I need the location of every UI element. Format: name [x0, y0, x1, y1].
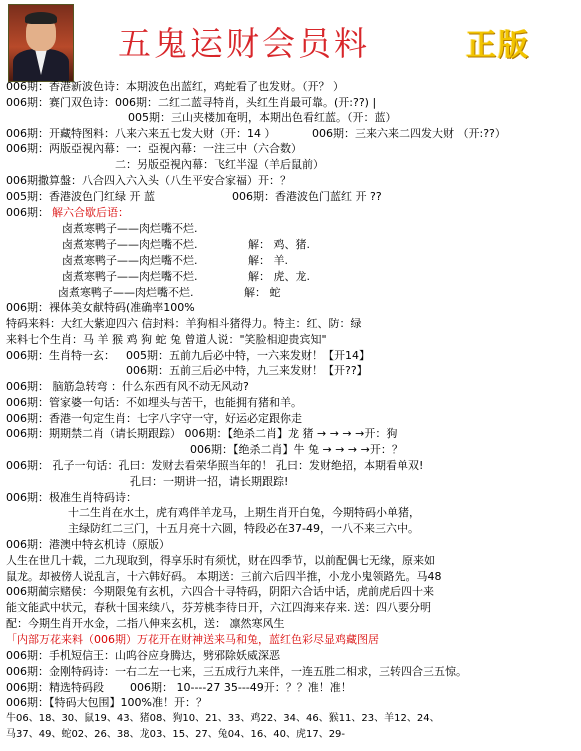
text-line: 「内部万花来料（006期）万花开在财神送来马和兔，蓝红色彩尽显鸡藏图居 [6, 633, 379, 646]
text-line: 配：今期生肖开水金，二指八伸来玄机，送： 凛然寒风生 [6, 617, 285, 630]
text-line: 006期：期期禁二肖（请长期跟踪） 006期：【绝杀二肖】龙 猪 → → → →开：狗 [6, 427, 398, 440]
text-line: 006期蔺宗赌侯：今期限兔有玄机，六四合十寻特码，阴阳六合话中话，虎前虎后四十来 [6, 585, 434, 598]
text-line: 二：另版亞視內幕：飞红半湿（羊后鼠前） [115, 158, 324, 171]
text-line: 006期：五前三后必中特，九三来发财！【开??】 [126, 364, 368, 377]
text-line: 006期：极准生肖特码诗： [6, 491, 137, 504]
text-line: 006期：两版亞視內幕：一：亞視內幕：一注三中（六合数） [6, 142, 302, 155]
text-line: 006期：手机短信王：山呜谷应身腾达，劈邪除妖威深恶 [6, 649, 280, 662]
text-line: 卤煮寒鸭子——肉烂嘴不烂. [62, 238, 198, 251]
text-line: 006期：精选特码段 [6, 681, 104, 694]
genuine-badge: 正版 [466, 28, 530, 63]
text-line: 解： 羊. [248, 254, 288, 267]
text-line: 006期：香港新波色诗：本期波色出蓝红，鸡蛇看了也发财。（开？ ） [6, 80, 344, 93]
text-line: 005期：三山夹楼加奄明，本期出色看红蓝。（开：蓝） [128, 111, 397, 124]
text-line: 十二生肖在水土，虎有鸡伴羊龙马，上期生肖开白兔，今期特码小单猪， [68, 506, 420, 519]
text-line: 卤煮寒鸭子——肉烂嘴不烂. [62, 222, 198, 235]
text-line: 006期：金刚特码诗：一右二左一七来，三五成行九来伴，一连五胜二相求，三转四合三五惊。 [6, 665, 467, 678]
text-line: 鼠龙。却被傍人说乱言，十六韩好码。 本期送：三前六后四半推，小龙小鬼领路先。马48 [6, 570, 442, 583]
text-line: 006期：【特码大包围】100%准！开：？ [6, 696, 207, 709]
portrait-hair [25, 12, 57, 24]
text-line: 006期：生肖特一玄： [6, 349, 115, 362]
text-line: 006期：【绝杀二肖】牛 兔 → → → →开：？ [190, 443, 403, 456]
text-line: 解六合歇后语： [52, 206, 129, 219]
text-line: 006期： 孔子一句话：孔曰：发财去看荣华照当年的！ 孔曰：发财绝招，本期看单双! [6, 459, 424, 472]
text-line: 卤煮寒鸭子——肉烂嘴不烂. [58, 286, 194, 299]
text-line: 来料七个生肖：马 羊 猴 鸡 狗 蛇 兔 曾道人说："笑脸相迎贵宾知" [6, 333, 327, 346]
text-line: 人生在世几十载，二九现取到，得享乐时有须忧，财在四季节，以前配偶七无缘，原来如 [6, 554, 435, 567]
text-line: 牛06、18、30、鼠19、43、猪08、狗10、21、33、鸡22、34、46、猴11、23、羊12、24、 [6, 713, 440, 724]
text-line: 006期：开藏特图料：八来六来五七发大财（开：14 ） [6, 127, 276, 140]
text-line: 006期：管家婆一句话：不如埋头与苦干，也能拥有猪和羊。 [6, 396, 302, 409]
text-line: 005期：五前九后必中特，一六来发财！【开14】 [126, 349, 370, 362]
text-line: 孔曰：一期讲一招，请长期跟踪! [130, 475, 289, 488]
text-line: 主绿防红二三门，十五月亮十六圆，特段必在37-49，一八不来三六中。 [68, 522, 419, 535]
portrait-image [8, 4, 74, 82]
page-title: 五鬼运财会员料 [118, 24, 370, 63]
text-line: 能文能武中状元，春秋十国来续八，芬芳桃李待日开，六江四海来存来. 送：四八要分明 [6, 601, 431, 614]
text-line: 006期：三来六来二四发大财 （开:??） [312, 127, 506, 140]
text-line: 解： 蛇 [244, 286, 281, 299]
text-line: 解： 鸡、猪. [248, 238, 310, 251]
text-line: 特码来料：大红大紫迎四六 信封料：羊狗相斗猪得力。特主：红、防：绿 [6, 317, 362, 330]
text-line: 006期：赛门双色诗：006期：二红二蓝寻特肖，头红生肖最可靠。(开:??) | [6, 96, 377, 109]
text-line: 卤煮寒鸭子——肉烂嘴不烂. [62, 254, 198, 267]
text-line: 006期：香港波色门蓝红 开 ?? [232, 190, 382, 203]
text-line: 006期：裸体美女献特码(准确率100% [6, 301, 195, 314]
text-line: 解： 虎、龙. [248, 270, 310, 283]
text-line: 马37、49、蛇02、26、38、龙03、15、27、兔04、16、40、虎17、29- [6, 729, 346, 740]
text-line: 006期撒算盤：八合四入六入头（八生平安合家福）开：？ [6, 174, 291, 187]
text-line: 006期： [6, 206, 49, 219]
text-line: 005期：香港波色门红绿 开 蓝 [6, 190, 155, 203]
header [0, 0, 581, 84]
text-line: 006期：港澳中特玄机诗（原版） [6, 538, 170, 551]
text-line: 卤煮寒鸭子——肉烂嘴不烂. [62, 270, 198, 283]
text-line: 006期： 脑筋急转弯 ：什么东西有风不动无风动? [6, 380, 249, 393]
text-line: 006期：香港一句定生肖：七字八字守一守，好运必定跟你走 [6, 412, 302, 425]
text-line: 006期： 10----27 35---49开：？？准！准！ [130, 681, 352, 694]
